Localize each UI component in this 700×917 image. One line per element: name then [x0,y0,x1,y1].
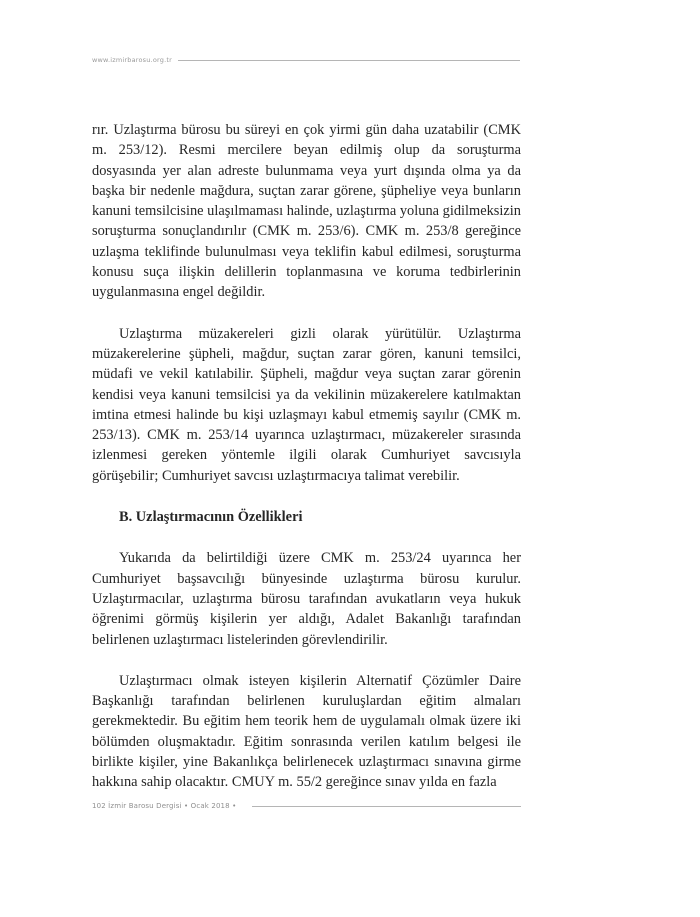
header-url: www.izmirbarosu.org.tr [92,55,175,65]
header-rule [178,60,520,61]
paragraph-2: Uzlaştırma müzakereleri gizli olarak yürütülür. Uzlaştırma müzakerelerine şüpheli, mağdur, suçtan zarar gören, kanuni temsilci, müdafi ve vekil katılabilir. Şüpheli, mağdur veya suçtan zarar görenin kendisi veya kanuni temsilcisi ya da vekilinin müzakerelere katılmaktan imtina etmesi halinde bu kişi uzlaşmayı kabul etmemiş sayılır (CMK m. 253/13). CMK m. 253/14 uyarınca uzlaştırmacı, müzakereler sırasında izlenmesi gereken yöntemle ilgili olarak Cumhuriyet savcısıyla görüşebilir; Cumhuriyet savcısı uzlaştırmacıya talimat verebilir. [92,325,521,484]
paragraph-4: Uzlaştırmacı olmak isteyen kişilerin Alternatif Çözümler Daire Başkanlığı tarafından belirlenen kuruluşlardan eğitim almaları gerekmektedir. Bu eğitim hem teorik hem de uygulamalı olmak üzere iki bölümden oluşmaktadır. Eğitim sonrasında verilen katılım belgesi ile birlikte kişiler, yine Bakanlıkça belirlenecek uzlaştırmacı sınavına girme hakkına sahip olacaktır. CMUY m. 55/2 gereğince sınav yılda en fazla [92,672,521,791]
page-header [92,55,520,69]
paragraph-1: rır. Uzlaştırma bürosu bu süreyi en çok yirmi gün daha uzatabilir (CMK m. 253/12). Resmi mercilere beyan edilmiş olup da soruşturma dosyasında yer alan adreste bulunmama veya yurt dışında olma ya da başka bir nedenle mağdura, suçtan zarar görene, şüpheliye veya bunların kanuni temsilcisine ulaşılmaması halinde, uzlaştırma yoluna gidilmeksizin soruşturma sonuçlandırılır (CMK m. 253/6). CMK m. 253/8 gereğince uzlaşma teklifinde bulunulması veya teklifin kabul edilmesi, soruşturma konusu suça ilişkin delillerin toplanmasına ve koruma tedbirlerinin uygulanmasına engel değildir. [92,122,521,301]
page-footer [92,800,521,814]
footer-rule [252,806,521,807]
main-text [92,120,521,793]
paragraph-3: Yukarıda da belirtildiği üzere CMK m. 253/24 uyarınca her Cumhuriyet başsavcılığı bünyesinde uzlaştırma bürosu kurulur. Uzlaştırmacılar, uzlaştırma bürosu tarafından avukatların veya hukuk öğrenimi görmüş kişilerin yer aldığı, Adalet Bakanlığı tarafından belirlenen uzlaştırmacı listelerinden görevlendirilir. [92,550,521,648]
footer-label: 102 İzmir Barosu Dergisi • Ocak 2018 • [92,801,239,811]
section-heading: B. Uzlaştırmacının Özellikleri [119,509,303,526]
